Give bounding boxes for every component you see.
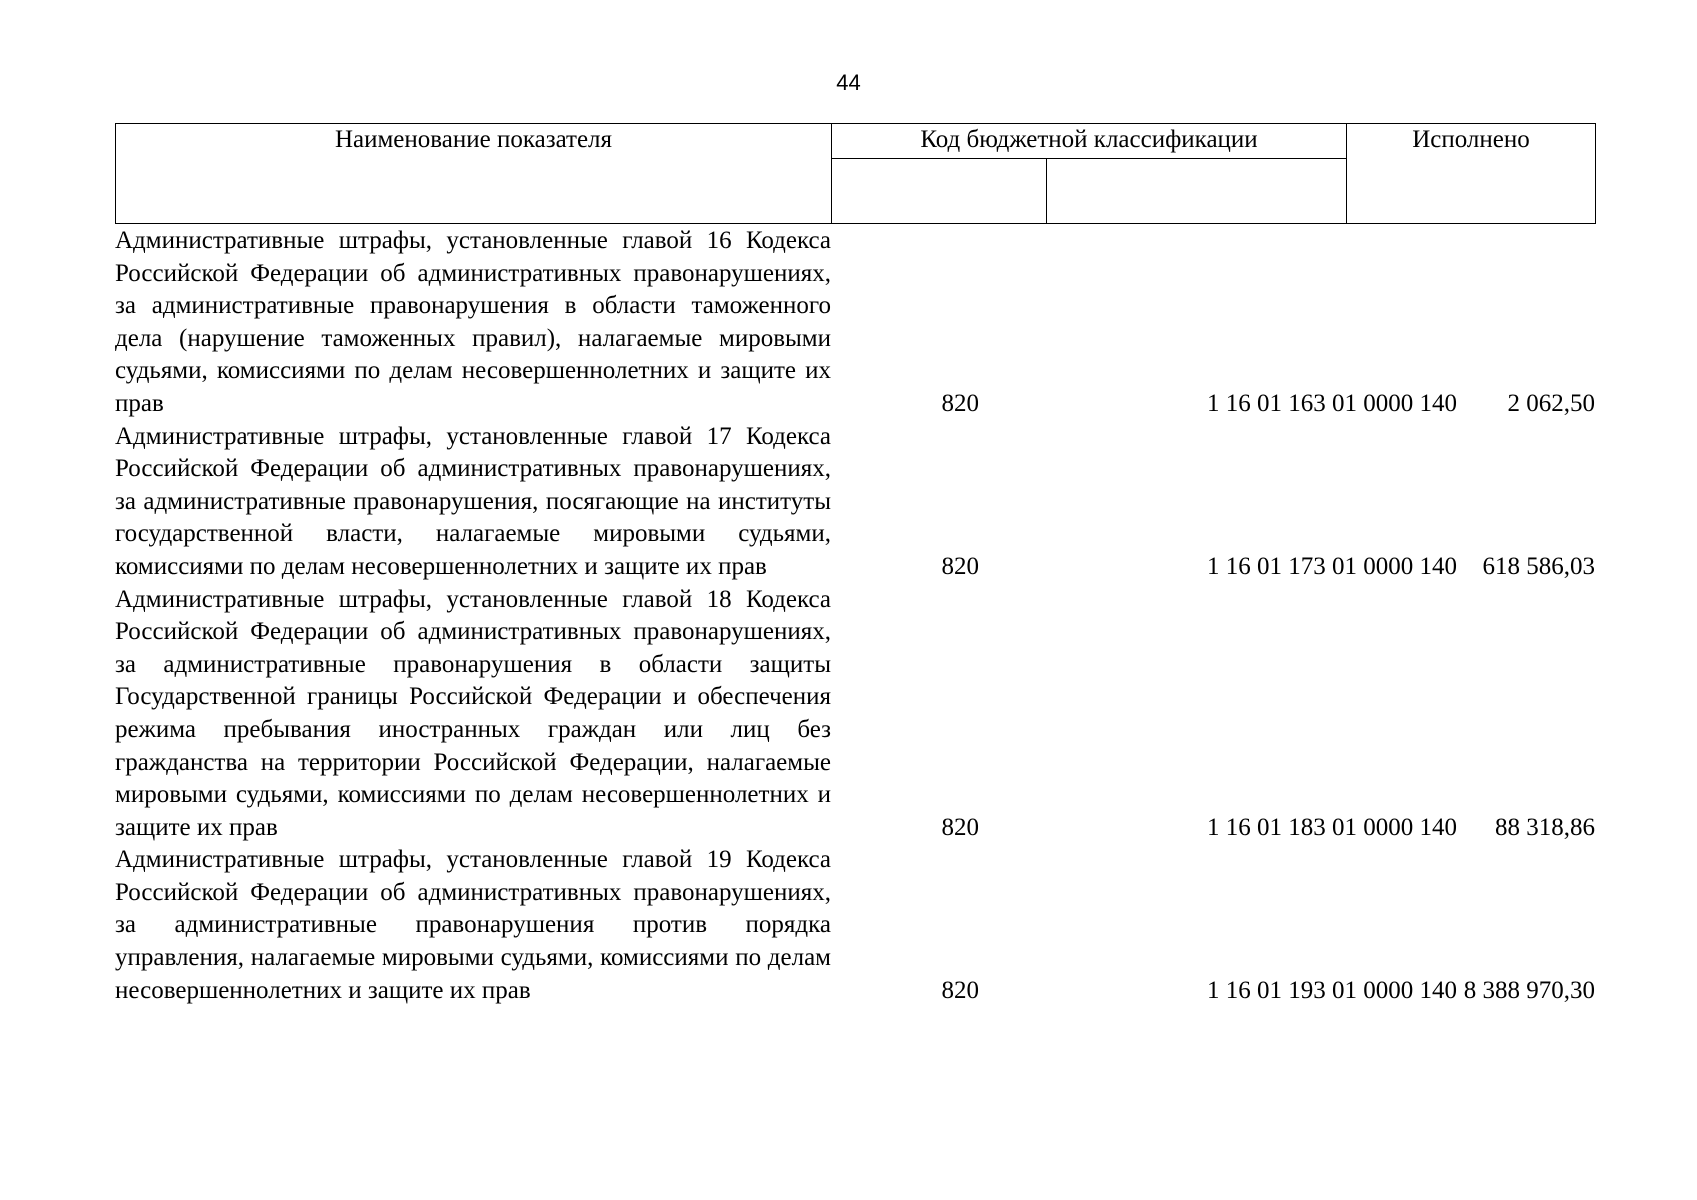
column-header-executed: Исполнено <box>1347 124 1596 224</box>
page-number: 44 <box>836 70 861 95</box>
admin-code: 820 <box>941 552 979 580</box>
executed-amount: 2 062,50 <box>1507 389 1595 417</box>
table-row <box>115 421 1595 584</box>
indicator-name: Административные штрафы, установленные главой 18 Кодекса Российской Федерации об административных правонарушениях, за административные правонарушения в области защиты Государственной границы Российской Федерации и обеспечения режима пребывания иностранных граждан или лиц без гражданства на территории Российской Федерации, налагаемые мировыми судьями, комиссиями по делам несовершеннолетних и защите их прав <box>115 585 831 841</box>
table-row <box>115 844 1595 1007</box>
executed-amount: 618 586,03 <box>1482 552 1595 580</box>
indicator-name: Административные штрафы, установленные главой 16 Кодекса Российской Федерации об административных правонарушениях, за административные правонарушения в области таможенного дела (нарушение таможенных правил), налагаемые мировыми судьями, комиссиями по делам несовершеннолетних и защите их прав <box>115 227 831 417</box>
admin-code: 820 <box>941 976 979 1004</box>
table-body <box>115 225 1595 1007</box>
kbk-code: 1 16 01 173 01 0000 140 <box>1207 552 1457 580</box>
column-header-code: Код бюджетной классификации <box>832 124 1347 159</box>
table-row <box>115 225 1595 421</box>
kbk-code: 1 16 01 183 01 0000 140 <box>1207 813 1457 841</box>
column-header-kbk-code <box>1047 159 1347 224</box>
table-row <box>115 584 1595 845</box>
table-header <box>115 123 1596 224</box>
kbk-code: 1 16 01 193 01 0000 140 <box>1207 976 1457 1004</box>
executed-amount: 8 388 970,30 <box>1463 976 1595 1004</box>
admin-code: 820 <box>941 813 979 841</box>
kbk-code: 1 16 01 163 01 0000 140 <box>1207 389 1457 417</box>
indicator-name: Административные штрафы, установленные главой 17 Кодекса Российской Федерации об административных правонарушениях, за административные правонарушения, посягающие на институты государственной власти, налагаемые мировыми судьями, комиссиями по делам несовершеннолетних и защите их прав <box>115 422 831 580</box>
indicator-name: Административные штрафы, установленные главой 19 Кодекса Российской Федерации об административных правонарушениях, за административные правонарушения против порядка управления, налагаемые мировыми судьями, комиссиями по делам несовершеннолетних и защите их прав <box>115 846 831 1004</box>
column-header-name: Наименование показателя <box>116 124 832 224</box>
admin-code: 820 <box>941 389 979 417</box>
executed-amount: 88 318,86 <box>1495 813 1595 841</box>
column-header-admin-code <box>832 159 1047 224</box>
